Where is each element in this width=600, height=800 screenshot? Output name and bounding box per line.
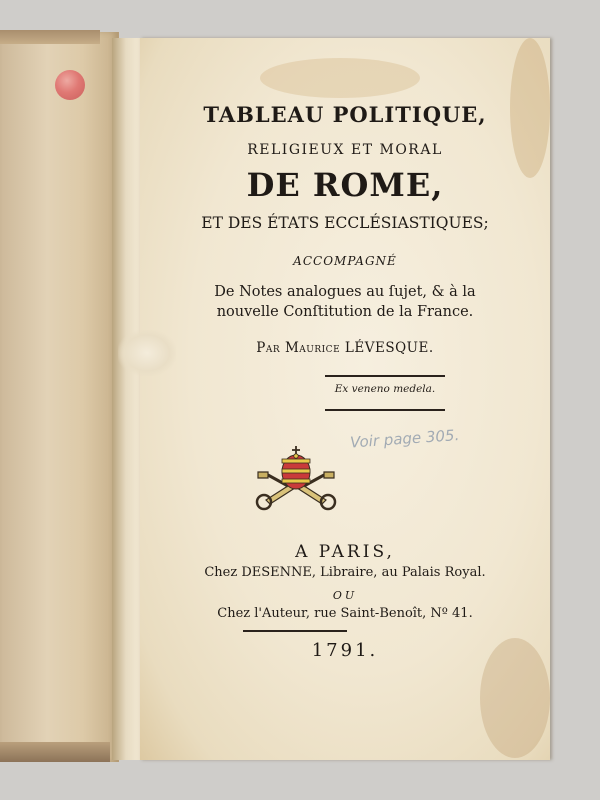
imprint-city: A PARIS, <box>295 542 395 562</box>
papal-tiara-crossed-keys-icon <box>254 442 338 514</box>
foxing-stain <box>260 58 420 98</box>
handwritten-pencil-note: Voir page 305. <box>349 425 460 452</box>
subtitle-notes-line-1: De Notes analogues au ſujet, & à la <box>214 284 476 300</box>
title-line-4: ET DES ÉTATS ECCLÉSIASTIQUES; <box>201 214 489 232</box>
cover-edge-bottom <box>0 742 110 762</box>
publication-year: 1791. <box>311 640 379 661</box>
subtitle-accompagne: ACCOMPAGNÉ <box>293 254 397 268</box>
book-cover <box>0 32 119 762</box>
epigraph: Ex veneno medela. <box>334 383 436 395</box>
imprint-author-address: Chez l'Auteur, rue Saint-Benoît, Nº 41. <box>217 606 473 621</box>
title-line-3: DE ROME, <box>246 166 444 204</box>
title-line-1: TABLEAU POLITIQUE, <box>203 102 487 127</box>
imprint-publisher: Chez DESENNE, Libraire, au Palais Royal. <box>204 565 486 580</box>
subtitle-notes <box>140 282 550 322</box>
subtitle-notes-line-2: nouvelle Conſtitution de la France. <box>216 304 474 320</box>
cover-edge-top <box>0 30 100 44</box>
imprint-rule <box>243 630 347 632</box>
imprint-or: OU <box>332 589 358 602</box>
red-seal-sticker <box>55 70 85 100</box>
author-line: Par Maurice LÉVESQUE. <box>256 340 434 356</box>
title-line-2: RELIGIEUX ET MORAL <box>247 142 443 158</box>
tiara <box>282 446 310 489</box>
